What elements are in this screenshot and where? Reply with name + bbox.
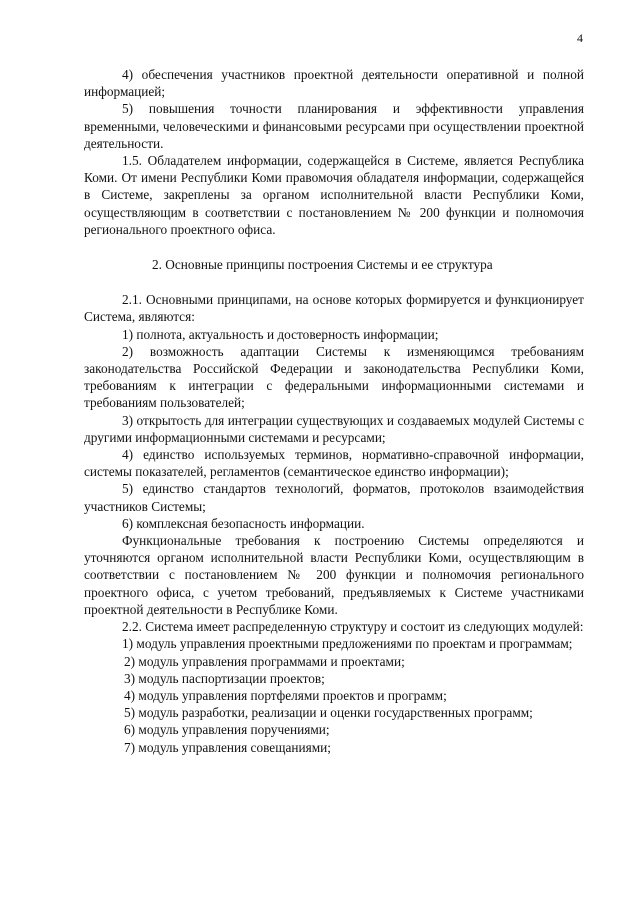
list-item: 7) модуль управления совещаниями; [124,739,331,755]
list-item: 3) открытость для интеграции существующих и создаваемых модулей Системы с другими информационными системами и ресурсами; [84,412,584,445]
list-item: 1) модуль управления проектными предложениями по проектам и программам; [122,636,573,652]
paragraph: 4) обеспечения участников проектной деятельности оперативной и полной информацией; [84,67,584,100]
list-item: 6) комплексная безопасность информации. [122,515,365,531]
list-item: 5) модуль разработки, реализации и оценки государственных программ; [124,705,533,721]
list-item: 4) модуль управления портфелями проектов и программ; [124,687,447,703]
document-body [84,66,584,756]
list-item: 5) единство стандартов технологий, форматов, протоколов взаимодействия участников Системы; [84,481,584,514]
list-item: 2) возможность адаптации Системы к изменяющимся требованиям законодательства Российской Федерации и законодательства Республики Коми, требованиям к интеграции с федеральными информационными системами и требованиям пользователей; [84,343,584,411]
paragraph: 1.5. Обладателем информации, содержащейся в Системе, является Республика Коми. От имени Республики Коми правомочия обладателя информации, содержащейся в Системе, закреплены за органом исполнительной власти Республики Коми, осуществляющим в соответствии с постановлением № 200 функции и полномочия регионального проектного офиса. [84,153,584,237]
paragraph: Функциональные требования к построению Системы определяются и уточняются органом исполнительной власти Республики Коми, осуществляющим в соответствии с постановлением № 200 функции и полномочия регионального проектного офиса, с учетом требований, предъявляемых к Системе участниками проектной деятельности в Республике Коми. [84,533,584,617]
section-heading: 2. Основные принципы построения Системы и ее структура [152,257,493,273]
paragraph: 5) повышения точности планирования и эффективности управления временными, человеческими и финансовыми ресурсами при осуществлении проектной деятельности. [84,101,584,151]
list-item: 2) модуль управления программами и проектами; [124,653,405,669]
list-item: 4) единство используемых терминов, нормативно-справочной информации, системы показателей, регламентов (семантическое единство информации); [84,447,584,480]
list-item: 1) полнота, актуальность и достоверность информации; [122,326,439,342]
paragraph: 2.1. Основными принципами, на основе которых формируется и функционирует Система, являются: [84,292,584,325]
list-item: 3) модуль паспортизации проектов; [124,670,325,686]
page-number: 4 [577,31,583,45]
paragraph: 2.2. Система имеет распределенную структуру и состоит из следующих модулей: [122,619,584,635]
list-item: 6) модуль управления поручениями; [124,722,330,738]
